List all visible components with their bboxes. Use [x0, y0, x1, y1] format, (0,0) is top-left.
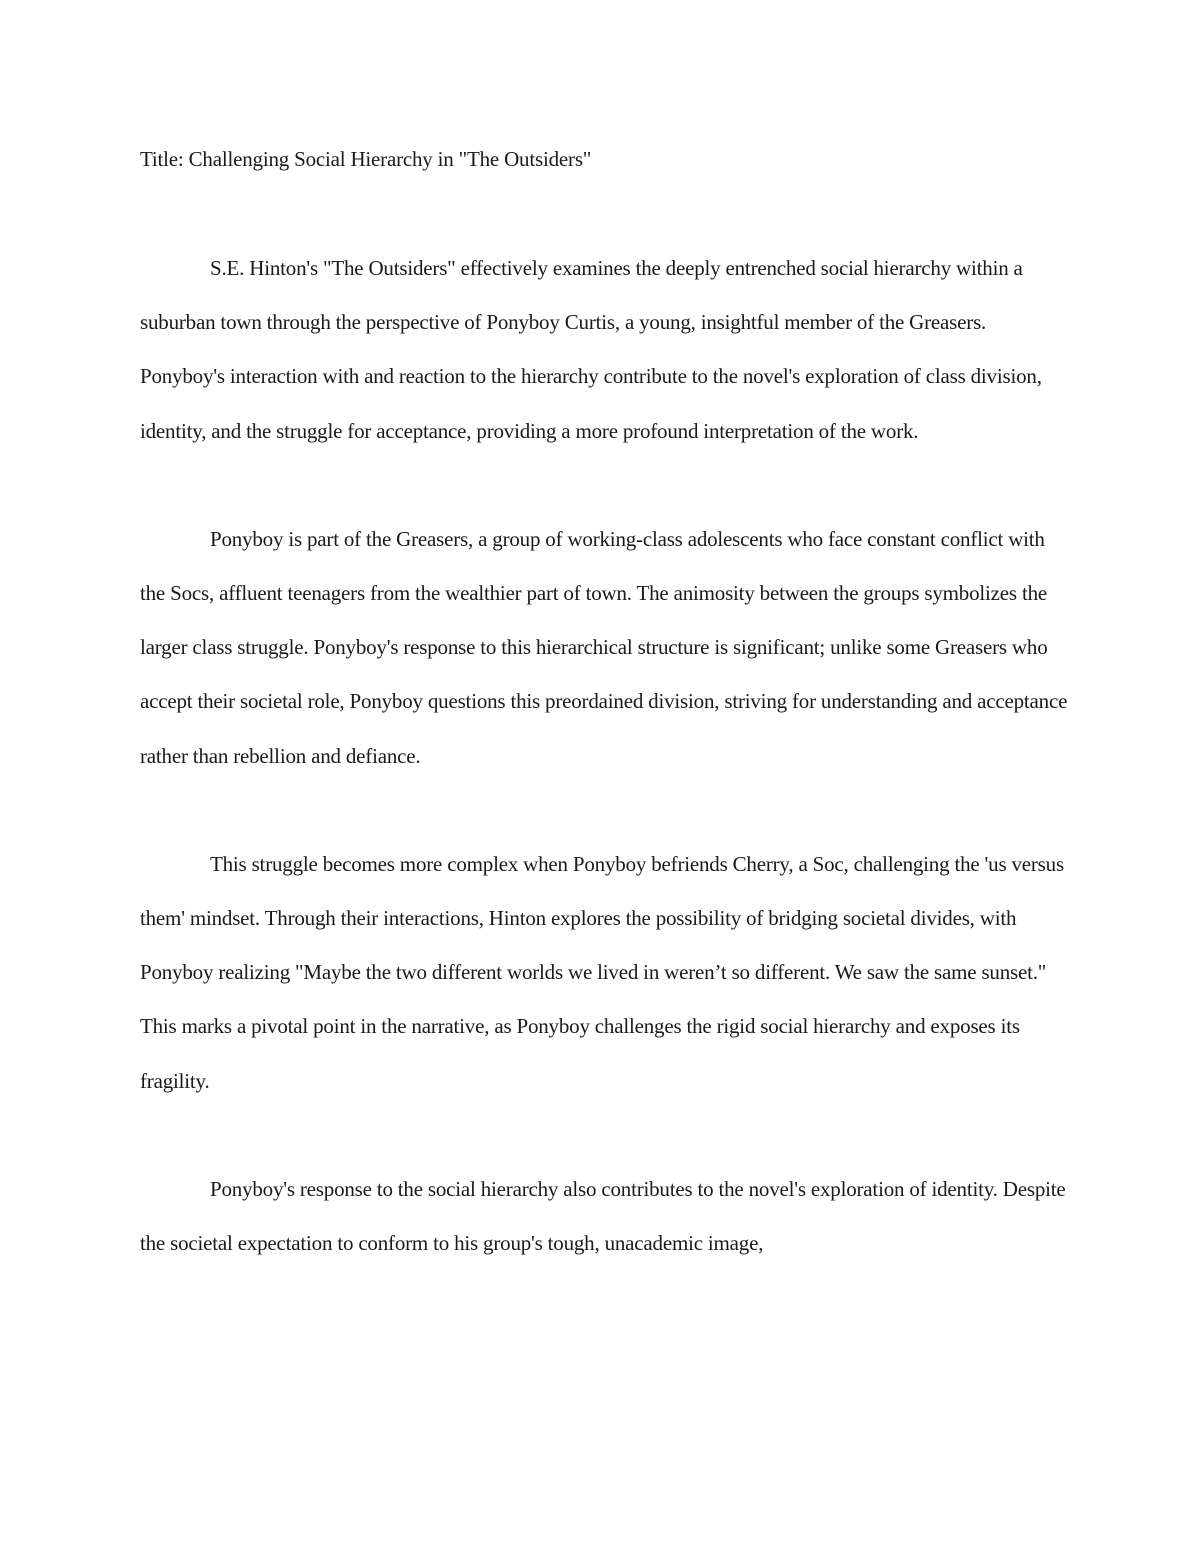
- paragraph-greasers-and-socs: Ponyboy is part of the Greasers, a group of working-class adolescents who face constant conflict with the Socs, affluent teenagers from the wealthier part of town. The animosity between the groups symbolizes the larger class struggle. Ponyboy's response to this hierarchical structure is significant; unlike some Greasers who accept their societal role, Ponyboy questions this preordained division, striving for understanding and acceptance rather than rebellion and defiance.: [140, 526, 1068, 768]
- paragraph-introduction: S.E. Hinton's "The Outsiders" effectively examines the deeply entrenched social hierarchy within a suburban town through the perspective of Ponyboy Curtis, a young, insightful member of the Greasers. Ponyboy's interaction with and reaction to the hierarchy contribute to the novel's exploration of class division, identity, and the struggle for acceptance, providing a more profound interpretation of the work.: [140, 256, 1042, 443]
- paragraph-cherry-friendship: This struggle becomes more complex when Ponyboy befriends Cherry, a Soc, challenging the 'us versus them' mindset. Through their interactions, Hinton explores the possibility of bridging societal divides, with Ponyboy realizing "Maybe the two different worlds we lived in weren’t so different. We saw the same sunset." This marks a pivotal point in the narrative, as Ponyboy challenges the rigid social hierarchy and exposes its fragility.: [140, 851, 1064, 1093]
- paragraph-identity: Ponyboy's response to the social hierarchy also contributes to the novel's exploration of identity. Despite the societal expectation to conform to his group's tough, unacademic image,: [140, 1176, 1066, 1256]
- document-body: [140, 144, 1070, 1270]
- document-title: Title: Challenging Social Hierarchy in "The Outsiders": [140, 147, 592, 171]
